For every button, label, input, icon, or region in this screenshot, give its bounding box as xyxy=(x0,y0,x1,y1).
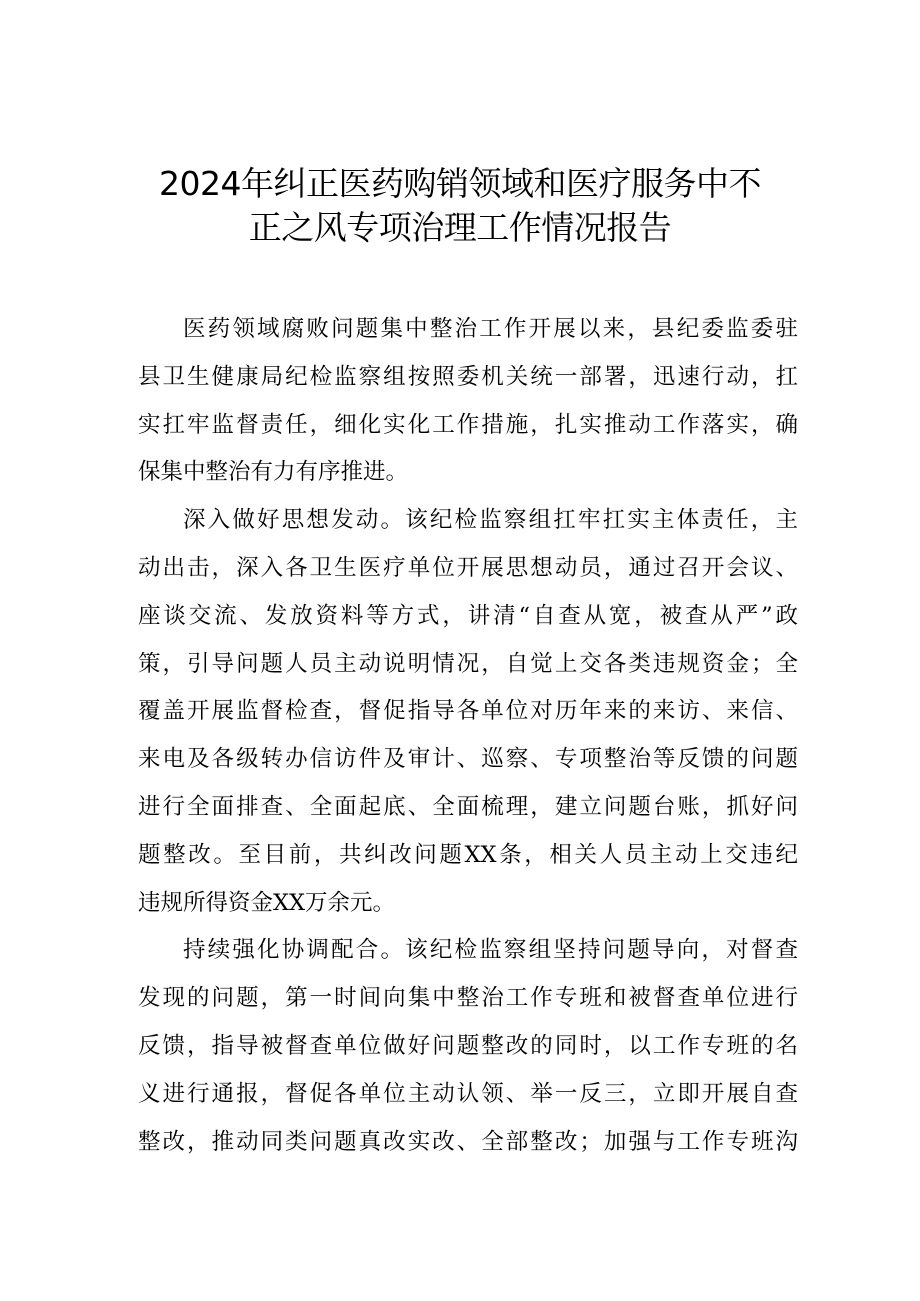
title-line: 2024年纠正医药购销领域和医疗服务中不 xyxy=(159,164,761,203)
paragraph-line: 保集中整治有力有序推进。 xyxy=(138,459,409,486)
paragraph-line: 覆盖开展监督检查，督促指导各单位对历年来的来访、来信、 xyxy=(138,698,798,725)
paragraph-line: 深入做好思想发动。该纪检监察组扛牢扛实主体责任，主 xyxy=(183,507,798,534)
paragraph-line: 来电及各级转办信访件及审计、巡察、专项整治等反馈的问题 xyxy=(138,746,798,773)
paragraph xyxy=(138,497,798,927)
paragraph-line: 动出击，深入各卫生医疗单位开展思想动员，通过召开会议、 xyxy=(138,554,798,581)
paragraph xyxy=(138,927,798,1166)
paragraph-line: 座谈交流、发放资料等方式，讲清“自查从宽，被查从严”政 xyxy=(138,602,798,629)
paragraph-line: 违规所得资金XX万余元。 xyxy=(138,889,396,916)
paragraph-line: 题整改。至目前，共纠改问题XX条，相关人员主动上交违纪 xyxy=(138,841,798,868)
paragraph-line: 策，引导问题人员主动说明情况，自觉上交各类违规资金；全 xyxy=(138,650,798,677)
paragraph-line: 义进行通报，督促各单位主动认领、举一反三，立即开展自查 xyxy=(138,1080,798,1107)
paragraph-line: 整改，推动同类问题真改实改、全部整改；加强与工作专班沟 xyxy=(138,1128,798,1155)
document-body xyxy=(138,306,798,1166)
document-title xyxy=(100,162,820,250)
paragraph-line: 医药领域腐败问题集中整治工作开展以来，县纪委监委驻 xyxy=(183,316,798,342)
paragraph-line: 发现的问题，第一时间向集中整治工作专班和被督查单位进行 xyxy=(138,985,798,1012)
paragraph-line: 反馈，指导被督查单位做好问题整改的同时，以工作专班的名 xyxy=(138,1032,798,1059)
title-line: 正之风专项治理工作情况报告 xyxy=(248,208,672,247)
paragraph-line: 县卫生健康局纪检监察组按照委机关统一部署，迅速行动，扛 xyxy=(138,363,798,390)
paragraph-line: 持续强化协调配合。该纪检监察组坚持问题导向，对督查 xyxy=(183,937,798,964)
paragraph xyxy=(138,306,798,497)
paragraph-line: 实扛牢监督责任，细化实化工作措施，扎实推动工作落实，确 xyxy=(138,411,798,438)
paragraph-line: 进行全面排查、全面起底、全面梳理，建立问题台账，抓好问 xyxy=(138,793,798,820)
